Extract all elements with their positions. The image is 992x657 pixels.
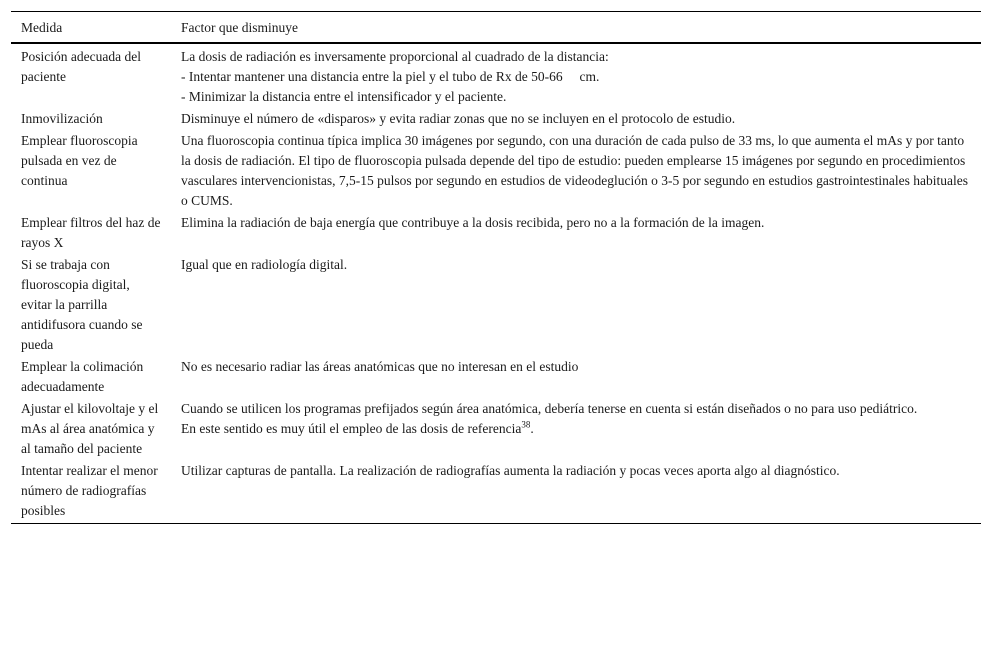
- factor-line: - Intentar mantener una distancia entre la piel y el tubo de Rx de 50-66 cm.: [181, 69, 600, 84]
- factor-line: Una fluoroscopia continua típica implica 30 imágenes por segundo, con una duración de cada pulso de 33 ms, lo que aumenta el mAs y por tanto la dosis de radiación. El tipo de fluoroscopia pulsada depende del tipo de estudio: pueden emplearse 15 imágenes por segundo en procedimientos vasculares intervencionistas, 7,5-15 pulsos por segundo en estudios de videodeglución o 3-5 por segundo en estudios gastrointestinales habituales o CUMS.: [181, 133, 968, 208]
- measure-cell: Emplear filtros del haz de rayos X: [21, 215, 161, 250]
- factor-cell: [171, 212, 981, 254]
- factor-line: Elimina la radiación de baja energía que contribuye a la dosis recibida, pero no a la formación de la imagen.: [181, 215, 765, 230]
- factor-cell: [171, 254, 981, 356]
- radiation-measures-table: [11, 11, 981, 524]
- measure-cell: Ajustar el kilovoltaje y el mAs al área anatómica y al tamaño del paciente: [21, 401, 159, 456]
- factor-line: - Minimizar la distancia entre el intensificador y el paciente.: [181, 89, 507, 104]
- factor-cell: [171, 43, 981, 108]
- table-row: [11, 398, 981, 460]
- factor-line: Cuando se utilicen los programas prefijados según área anatómica, debería tenerse en cuenta si están diseñados o no para uso pediátrico.: [181, 401, 918, 416]
- table-row: [11, 43, 981, 108]
- table-row: [11, 130, 981, 212]
- measure-cell: Emplear la colimación adecuadamente: [21, 359, 144, 394]
- header-measure: Medida: [21, 20, 63, 35]
- measures-table-container: [11, 11, 981, 524]
- measure-cell: Si se trabaja con fluoroscopia digital, evitar la parrilla antidifusora cuando se pueda: [21, 257, 143, 352]
- measure-cell: Posición adecuada del paciente: [21, 49, 141, 84]
- factor-line: Utilizar capturas de pantalla. La realización de radiografías aumenta la radiación y pocas veces aporta algo al diagnóstico.: [181, 463, 840, 478]
- factor-cell: [171, 108, 981, 130]
- factor-line: Disminuye el número de «disparos» y evita radiar zonas que no se incluyen en el protocolo de estudio.: [181, 111, 736, 126]
- factor-line-with-reference: [181, 419, 971, 439]
- factor-line: La dosis de radiación es inversamente proporcional al cuadrado de la distancia:: [181, 49, 609, 64]
- table-row: [11, 254, 981, 356]
- measure-cell: Inmovilización: [21, 111, 103, 126]
- reference-text: En este sentido es muy útil el empleo de las dosis de referencia: [181, 421, 522, 436]
- measure-cell: Emplear fluoroscopia pulsada en vez de continua: [21, 133, 138, 188]
- factor-cell: [171, 460, 981, 524]
- factor-cell: [171, 356, 981, 398]
- header-factor: Factor que disminuye: [181, 20, 298, 35]
- factor-cell: [171, 130, 981, 212]
- reference-superscript[interactable]: 38: [521, 419, 531, 430]
- table-row: [11, 460, 981, 524]
- reference-period: .: [530, 421, 534, 436]
- table-header-row: [11, 12, 981, 44]
- table-row: [11, 212, 981, 254]
- table-row: [11, 356, 981, 398]
- factor-cell: [171, 398, 981, 460]
- table-row: [11, 108, 981, 130]
- factor-line: No es necesario radiar las áreas anatómicas que no interesan en el estudio: [181, 359, 579, 374]
- measure-cell: Intentar realizar el menor número de radiografías posibles: [21, 463, 158, 518]
- factor-line: Igual que en radiología digital.: [181, 257, 348, 272]
